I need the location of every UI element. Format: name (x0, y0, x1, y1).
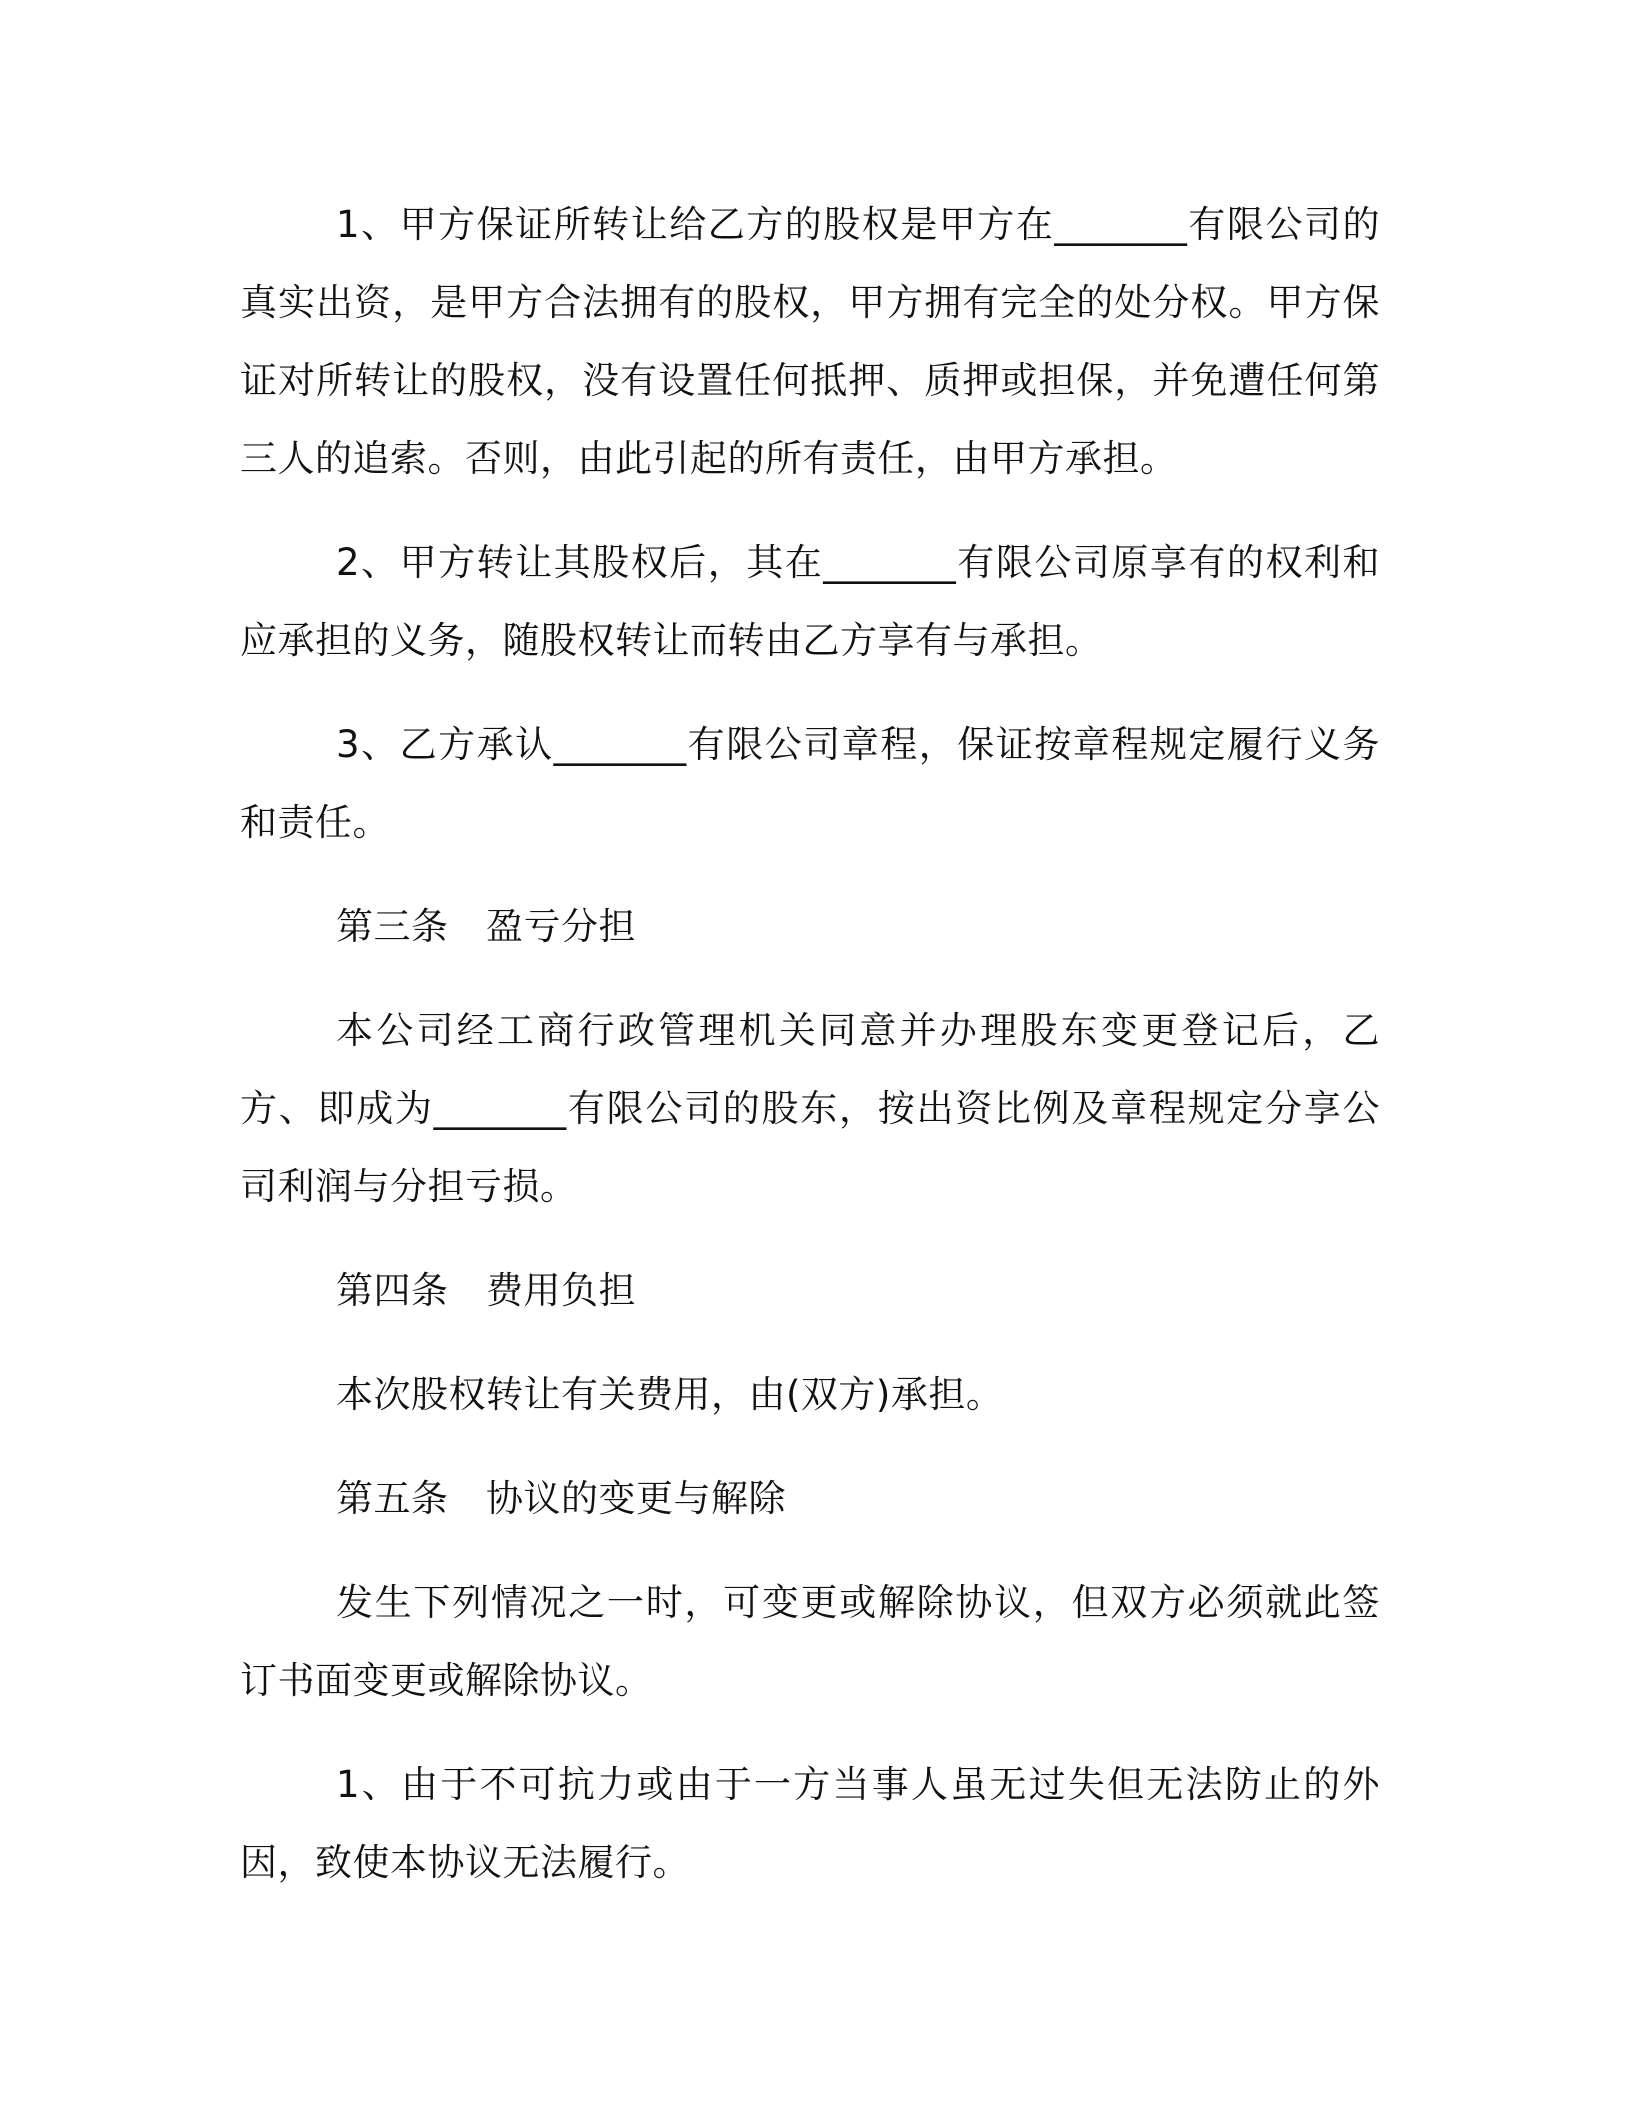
section-heading-profit-loss: 第三条 盈亏分担 (336, 905, 636, 948)
document-body (240, 186, 1380, 1928)
clause-paragraph-articles-acceptance: 3、乙方承认_______有限公司章程，保证按章程规定履行义务和责任。 (240, 723, 1380, 844)
section-heading-amendment: 第五条 协议的变更与解除 (336, 1477, 786, 1520)
clause-paragraph-shareholder-status: 本公司经工商行政管理机关同意并办理股东变更登记后，乙方、即成为_______有限公司的股东，按出资比例及章程规定分享公司利润与分担亏损。 (240, 1009, 1380, 1208)
section-heading-expenses: 第四条 费用负担 (336, 1269, 636, 1312)
clause-paragraph-force-majeure: 1、由于不可抗力或由于一方当事人虽无过失但无法防止的外因，致使本协议无法履行。 (240, 1763, 1380, 1884)
clause-paragraph-rights-transfer: 2、甲方转让其股权后，其在_______有限公司原享有的权利和应承担的义务，随股权转让而转由乙方享有与承担。 (240, 541, 1380, 662)
clause-paragraph-amendment-conditions: 发生下列情况之一时，可变更或解除协议，但双方必须就此签订书面变更或解除协议。 (240, 1581, 1380, 1702)
clause-paragraph-equity-guarantee: 1、甲方保证所转让给乙方的股权是甲方在_______有限公司的真实出资，是甲方合法拥有的股权，甲方拥有完全的处分权。甲方保证对所转让的股权，没有设置任何抵押、质押或担保，并免遭任何第三人的追索。否则，由此引起的所有责任，由甲方承担。 (240, 203, 1380, 480)
clause-paragraph-expenses: 本次股权转让有关费用，由(双方)承担。 (336, 1373, 1004, 1416)
